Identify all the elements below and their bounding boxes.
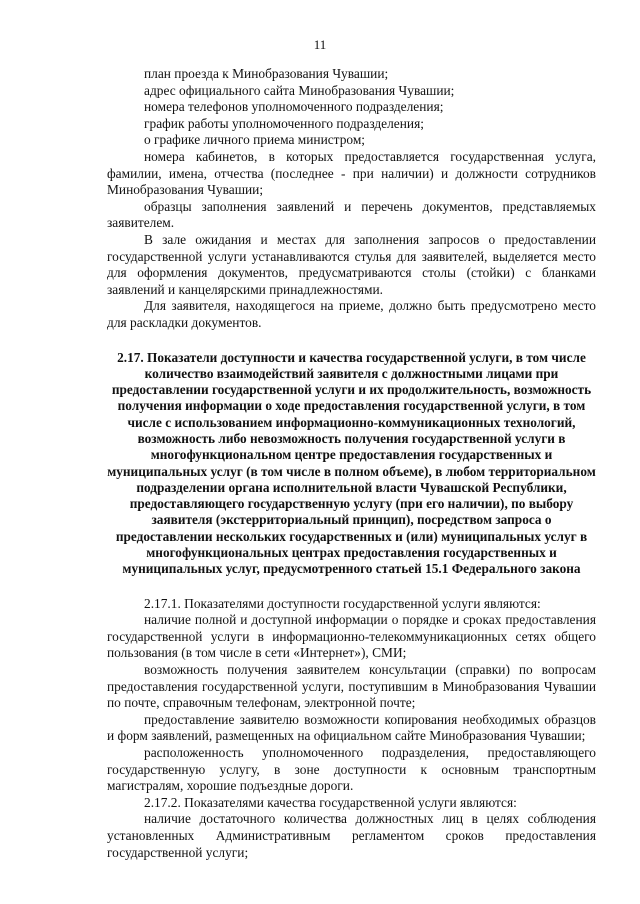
paragraph-applicant-space: Для заявителя, находящегося на приеме, должно быть предусмотрено место для раскладки документов.: [107, 298, 596, 330]
list-item: образцы заполнения заявлений и перечень документов, представляемых заявителем.: [107, 198, 596, 231]
section-2172-title: 2.17.2. Показателями качества государственной услуги являются:: [144, 794, 517, 810]
section-2171-title: 2.17.1. Показателями доступности государственной услуги являются:: [144, 595, 541, 611]
list-item: расположенность уполномоченного подразделения, предоставляющего государственную услугу, в зоне доступности к основным транспортным магистралям, хорошие подъездные дороги.: [107, 745, 596, 794]
paragraph-waiting-area: В зале ожидания и местах для заполнения запросов о предоставлении государственной услуги устанавливаются стулья для заявителей, выделяется место для оформления документов, предусматриваются столы (стойки) с бланками заявлений и канцелярскими принадлежностями.: [107, 231, 596, 297]
list-item: план проезда к Минобразования Чувашии;: [144, 66, 389, 81]
list-item: наличие достаточного количества должностных лиц в целях соблюдения установленных Административным регламентом сроков предоставления государственной услуги;: [107, 811, 596, 860]
list-item: номера телефонов уполномоченного подразделения;: [144, 99, 444, 115]
list-item: адрес официального сайта Минобразования Чувашии;: [144, 82, 455, 98]
list-item: предоставление заявителю возможности копирования необходимых образцов и форм заявлений, размещенных на официальном сайте Минобразования Чувашии;: [107, 711, 596, 744]
list-item: график работы уполномоченного подразделения;: [144, 115, 424, 131]
page-number: 11: [313, 37, 327, 52]
list-item: возможность получения заявителем консультации (справки) по вопросам предоставления государственной услуги, поступившим в Минобразования Чувашии по почте, справочным телефонам, электронной почте;: [107, 662, 596, 711]
list-item: номера кабинетов, в которых предоставляется государственная услуга, фамилии, имена, отчества (последнее - при наличии) и должности сотрудников Минобразования Чувашии;: [107, 148, 596, 198]
list-item: о графике личного приема министром;: [144, 132, 366, 148]
document-body: [107, 66, 596, 861]
list-item: наличие полной и доступной информации о порядке и сроках предоставления государственной услуги в информационно-телекоммуникационных сетях общего пользования (в том числе в сети «Интернет»), СМИ;: [107, 612, 596, 661]
section-heading: 2.17. Показатели доступности и качества государственной услуги, в том числе количество взаимодействий заявителя с должностными лицами при предоставлении государственной услуги и их продолжительность, возможность получения информации о ходе предоставления государственной услуги, в том числе с использованием информационно-коммуникационных технологий, возможность либо невозможность получения государственной услуги в многофункциональном центре предоставления государственных и муниципальных услуг (в том числе в полном объеме), в любом территориальном подразделении органа исполнительной власти Чувашской Республики, предоставляющего государственную услугу (при его наличии), по выбору заявителя (экстерриториальный принцип), посредством запроса о предоставлении нескольких государственных и (или) муниципальных услуг в многофункциональных центрах предоставления государственных и муниципальных услуг, предусмотренного статьей 15.1 Федерального закона: [107, 349, 596, 577]
